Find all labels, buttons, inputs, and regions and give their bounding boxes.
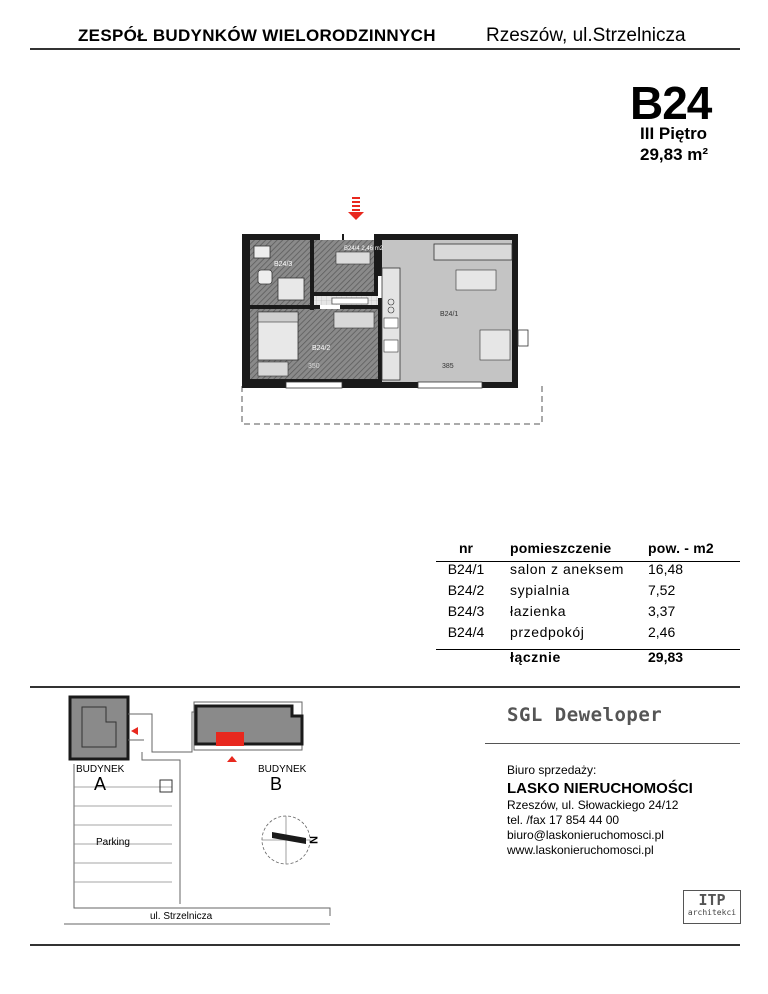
building-b-label: BUDYNEK xyxy=(258,764,307,775)
row-area: 16,48 xyxy=(648,561,684,577)
floor-plan xyxy=(236,190,552,426)
area-table xyxy=(436,540,740,670)
balcony-outline xyxy=(242,386,542,424)
row-nr: B24/2 xyxy=(447,582,485,598)
site-plan xyxy=(60,692,400,942)
row-room: łazienka xyxy=(510,603,567,619)
entry-marker-b xyxy=(227,756,237,762)
header-location: Rzeszów, ul.Strzelnicza xyxy=(486,25,686,46)
row-nr: B24/3 xyxy=(447,603,485,619)
north-arrow-icon xyxy=(272,832,306,844)
section-rule xyxy=(30,686,740,688)
row-room: sypialnia xyxy=(510,582,570,598)
unit-area: 29,83 m² xyxy=(640,145,709,164)
window xyxy=(286,382,342,388)
office-email[interactable]: biuro@laskonieruchomosci.pl xyxy=(507,828,664,842)
header-area: pow. - m2 xyxy=(648,540,714,556)
building-a-letter: A xyxy=(94,774,107,794)
unit-code: B24 xyxy=(630,77,712,129)
office-address: Rzeszów, ul. Słowackiego 24/12 xyxy=(507,798,679,812)
architect-logo xyxy=(683,890,741,924)
architect-logo-bottom: architekci xyxy=(687,908,737,917)
total-label: łącznie xyxy=(510,649,561,665)
room-label-b24-3: B24/3 xyxy=(274,261,293,268)
row-area: 7,52 xyxy=(648,582,676,598)
table-row xyxy=(436,561,740,582)
room-label-b24-2: B24/2 xyxy=(312,345,331,352)
sofa xyxy=(434,244,512,260)
sales-office xyxy=(507,763,693,858)
room-label-b24-4: B24/4 2,46 m2 xyxy=(344,246,384,252)
header-rule xyxy=(30,48,740,50)
office-phone: tel. /fax 17 854 44 00 xyxy=(507,813,620,827)
parking-label: Parking xyxy=(96,837,130,848)
developer-logo: SGL Deweloper xyxy=(507,704,663,726)
dimension-label: 350 xyxy=(308,363,320,370)
header-nr: nr xyxy=(459,540,473,556)
developer-rule xyxy=(485,743,740,744)
window xyxy=(518,330,528,346)
office-name: LASKO NIERUCHOMOŚCI xyxy=(507,780,693,797)
row-area: 3,37 xyxy=(648,603,676,619)
table-row xyxy=(436,624,740,645)
row-room: salon z aneksem xyxy=(510,561,625,577)
office-website[interactable]: www.laskonieruchomosci.pl xyxy=(507,843,654,857)
building-a-label: BUDYNEK xyxy=(76,764,125,775)
total-value: 29,83 xyxy=(648,649,684,665)
header-room: pomieszczenie xyxy=(510,540,612,556)
room-label-b24-1: B24/1 xyxy=(440,311,459,318)
entry-door xyxy=(320,234,342,240)
row-room: przedpokój xyxy=(510,624,585,640)
table-row xyxy=(436,603,740,624)
entry-arrow-icon xyxy=(348,197,364,220)
unit-floor: III Piętro xyxy=(640,124,708,143)
street-label: ul. Strzelnicza xyxy=(150,911,213,922)
coffee-table xyxy=(456,270,496,290)
unit-location-marker xyxy=(216,732,244,746)
architect-logo-top: ITP xyxy=(698,891,726,909)
window xyxy=(418,382,482,388)
page-header xyxy=(34,22,740,50)
header-title: ZESPÓŁ BUDYNKÓW WIELORODZINNYCH xyxy=(78,26,436,45)
dimension-label: 385 xyxy=(442,363,454,370)
table-row xyxy=(436,582,740,603)
entry-marker-a xyxy=(131,727,138,735)
building-a xyxy=(70,697,128,759)
footer-rule xyxy=(30,944,740,946)
building-b xyxy=(196,706,302,744)
north-label: N xyxy=(307,836,319,844)
table-header xyxy=(436,540,740,561)
table-total-row xyxy=(436,649,740,670)
building-b-letter: B xyxy=(270,774,283,794)
office-label: Biuro sprzedaży: xyxy=(507,763,597,777)
row-nr: B24/4 xyxy=(447,624,485,640)
row-nr: B24/1 xyxy=(447,561,485,577)
row-area: 2,46 xyxy=(648,624,676,640)
